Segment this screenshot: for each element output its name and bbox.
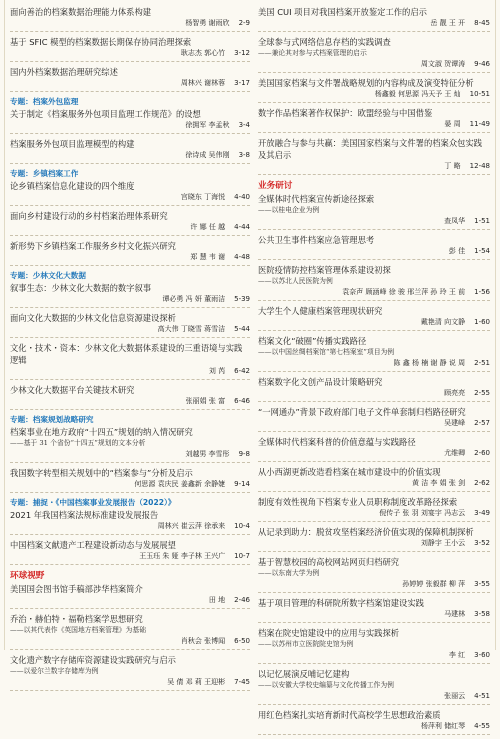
entry-authors: 陈 鑫 杨 楠 谢 静 说 周 <box>393 359 466 367</box>
entry-page: 7-45 <box>234 678 250 686</box>
entry-byline <box>10 192 250 203</box>
dashed-divider <box>258 521 490 522</box>
entry-title: 少林文化大数据平台关键技术研究 <box>10 385 135 395</box>
entry-authors: 吴建峰 <box>444 419 466 427</box>
entry-byline <box>258 59 490 70</box>
toc-entry[interactable] <box>10 312 250 338</box>
entry-page: 4-51 <box>474 692 490 700</box>
entry-subtitle: ——以苏州市立医院院史馆为例 <box>258 640 354 648</box>
entry-authors: 徐诗成 吴伟刚 <box>185 151 230 159</box>
dashed-divider <box>10 31 250 32</box>
entry-page: 3-49 <box>474 509 490 517</box>
entry-authors: 谭必勇 冯 妍 董雨洁 <box>162 295 226 303</box>
entry-byline <box>258 721 490 732</box>
entry-authors: 李 红 <box>448 651 466 659</box>
entry-title: 国内外档案数据治理研究综述 <box>10 67 118 77</box>
toc-entry[interactable] <box>258 526 490 552</box>
entry-page: 10-51 <box>469 90 490 98</box>
toc-entry[interactable] <box>10 467 250 493</box>
toc-entry[interactable] <box>258 496 490 522</box>
dashed-divider <box>10 492 250 493</box>
entry-byline <box>258 691 490 702</box>
entry-title: 档案服务外包项目监理模型的构建 <box>10 139 135 149</box>
entry-title: 用红色档案扎实培育新时代高校学生思想政治素质 <box>258 710 441 720</box>
entry-subtitle: ——以中国丝绸档案馆“第七档案室”项目为例 <box>258 348 395 356</box>
dashed-divider <box>10 690 250 691</box>
entry-page: 2-60 <box>474 449 490 457</box>
entry-title: 从小西湖更新改造看档案在城市建设中的价值实现 <box>258 467 441 477</box>
toc-entry[interactable] <box>258 264 490 301</box>
entry-title: 我国数字转型相关规划中的“档案参与”分析及启示 <box>10 468 193 478</box>
entry-title: 论乡镇档案信息化建设的四个维度 <box>10 181 135 191</box>
entry-authors: 田 地 <box>208 596 226 604</box>
dashed-divider <box>10 91 250 92</box>
entry-title: 从记录到助力：脱贫攻坚档案经济价值实现的保障机制探析 <box>258 527 474 537</box>
entry-page: 5-39 <box>234 295 250 303</box>
entry-subtitle: ——兼论其对参与式档案管理的启示 <box>258 49 367 57</box>
entry-authors: 倪传子 张 羽 刘宴宇 冯志云 <box>379 509 466 517</box>
entry-authors: 戴艳清 向文静 <box>420 318 466 326</box>
entry-page: 1-54 <box>474 247 490 255</box>
toc-entry[interactable] <box>258 6 490 32</box>
entry-authors: 杨鑫毅 何思源 冯天予 王 灿 <box>374 90 461 98</box>
entry-page: 1-56 <box>474 288 490 296</box>
dashed-divider <box>10 307 250 308</box>
entry-title: 面向善治的档案数据治理能力体系构建 <box>10 7 152 17</box>
toc-entry[interactable] <box>258 597 490 623</box>
entry-title: 基于项目管理的科研院所数字档案馆建设实践 <box>258 598 424 608</box>
entry-page: 4-44 <box>234 223 250 231</box>
entry-authors: 查凤华 <box>444 217 466 225</box>
entry-byline <box>10 324 250 335</box>
entry-authors: 晏 周 <box>444 120 461 128</box>
entry-subtitle: ——以桂电企业为例 <box>258 206 320 214</box>
dashed-divider <box>258 592 490 593</box>
entry-authors: 徐拥军 李孟秋 <box>185 121 230 129</box>
entry-page: 2-57 <box>474 419 490 427</box>
toc-entry[interactable] <box>10 240 250 266</box>
entry-authors: 马建林 <box>444 610 466 618</box>
toc-entry[interactable] <box>10 539 250 565</box>
entry-page: 2-55 <box>474 389 490 397</box>
dashed-divider <box>10 534 250 535</box>
entry-authors: 刘越男 李雪彤 <box>185 450 230 458</box>
toc-entry[interactable] <box>258 406 490 432</box>
entry-byline <box>10 677 250 688</box>
section-heading: 专题：捕捉・《中国档案事业发展报告（2022）》 <box>10 498 176 507</box>
entry-title: 美国国家档案与文件署战略规划的内容构成及演变特征分析 <box>258 78 474 88</box>
entry-authors: 顾亮亮 <box>444 389 466 397</box>
entry-byline <box>258 538 490 549</box>
entry-page: 10-7 <box>234 552 250 560</box>
dashed-divider <box>258 300 490 301</box>
entry-authors: 杨萍利 储红琴 <box>420 722 466 730</box>
entry-authors: 孙婷婷 张毅群 柳 萍 <box>402 580 466 588</box>
entry-title: 基于智慧校园的高校网站网页归档研究 <box>258 557 400 567</box>
toc-entry[interactable] <box>258 137 490 175</box>
entry-byline <box>10 222 250 233</box>
dashed-divider <box>258 174 490 175</box>
entry-subtitle: ——以爱尔兰数字存储库为例 <box>10 667 99 675</box>
dashed-divider <box>10 205 250 206</box>
section-heading: 专题：乡镇档案工作 <box>10 169 79 178</box>
dashed-divider <box>10 133 250 134</box>
entry-authors: 郑 慧 韦 谢 <box>190 253 226 261</box>
entry-byline <box>258 161 490 172</box>
dashed-divider <box>10 608 250 609</box>
entry-byline <box>10 78 250 89</box>
dashed-divider <box>10 409 250 410</box>
left-column <box>10 6 250 695</box>
entry-authors: 耿志杰 郭心竹 <box>180 49 226 57</box>
entry-page: 9-14 <box>234 480 250 488</box>
entry-page: 10-4 <box>234 522 250 530</box>
entry-authors: 刘 芮 <box>208 367 226 375</box>
toc-entry[interactable] <box>258 36 490 73</box>
entry-byline <box>10 252 250 263</box>
entry-authors: 王玉珏 朱 娅 李子林 王兴广 <box>139 552 226 560</box>
dashed-divider <box>10 235 250 236</box>
toc-entry[interactable] <box>10 138 250 164</box>
entry-authors: 周文淑 贺谭涛 <box>420 60 466 68</box>
toc-entry[interactable] <box>10 384 250 410</box>
entry-page: 6-46 <box>234 397 250 405</box>
dashed-divider <box>258 72 490 73</box>
toc-entry[interactable] <box>258 436 490 462</box>
entry-byline <box>258 317 490 328</box>
entry-byline <box>10 48 250 59</box>
entry-byline <box>258 650 490 661</box>
toc-entry[interactable] <box>258 709 490 735</box>
entry-byline <box>10 636 250 647</box>
toc-entry[interactable] <box>10 282 250 308</box>
entry-subtitle: ——以其代表作《英国地方档案管理》为基础 <box>10 626 146 634</box>
entry-title: 叙事生态：少林文化大数据的数字叙事 <box>10 283 152 293</box>
toc-entry[interactable] <box>258 234 490 260</box>
toc-entry[interactable] <box>258 668 490 705</box>
section-heading: 专题：档案外包监理 <box>10 97 79 106</box>
entry-byline <box>258 609 490 620</box>
dashed-divider <box>258 704 490 705</box>
toc-entry[interactable] <box>10 654 250 691</box>
entry-title: 全媒体时代档案科普的价值意蕴与实践路径 <box>258 437 416 447</box>
entry-page: 3-55 <box>474 580 490 588</box>
entry-authors: 岳 靓 王 开 <box>430 19 466 27</box>
dashed-divider <box>10 337 250 338</box>
entry-title: 公共卫生事件档案应急管理思考 <box>258 235 375 245</box>
dashed-divider <box>10 61 250 62</box>
entry-authors: 杨智勇 谢雨欣 <box>185 19 230 27</box>
entry-title: “一网通办”背景下政府部门电子文件单套制归档路径研究 <box>258 407 466 417</box>
dashed-divider <box>258 461 490 462</box>
dashed-divider <box>258 551 490 552</box>
toc-entry[interactable] <box>10 613 250 650</box>
entry-title: 面向文化大数据的少林文化信息资源建设探析 <box>10 313 176 323</box>
entry-byline <box>258 418 490 429</box>
toc-entry[interactable] <box>10 66 250 92</box>
toc-entry[interactable] <box>10 180 250 206</box>
entry-authors: 何思源 袁庆民 姜鑫新 余静婕 <box>134 480 226 488</box>
entry-authors: 张丽云 <box>444 692 466 700</box>
entry-page: 5-44 <box>234 325 250 333</box>
entry-page: 2-51 <box>474 359 490 367</box>
entry-page: 4-48 <box>234 253 250 261</box>
dashed-divider <box>258 229 490 230</box>
entry-page: 4-55 <box>474 722 490 730</box>
entry-title: 面向乡村建设行动的乡村档案治理体系研究 <box>10 211 168 221</box>
entry-title: 以记忆展演反哺记忆建构 <box>258 669 350 679</box>
entry-byline <box>10 551 250 562</box>
dashed-divider <box>258 371 490 372</box>
right-column <box>258 6 490 739</box>
entry-byline <box>10 449 250 460</box>
toc-entry[interactable] <box>10 342 250 380</box>
entry-page: 6-50 <box>234 637 250 645</box>
entry-page: 1-60 <box>474 318 490 326</box>
dashed-divider <box>258 431 490 432</box>
dashed-divider <box>10 265 250 266</box>
dashed-divider <box>258 622 490 623</box>
entry-authors: 丁 略 <box>444 162 461 170</box>
entry-title: 医院疫情防控档案管理体系建设初探 <box>258 265 391 275</box>
toc-entry[interactable] <box>258 77 490 103</box>
entry-authors: 肖秋会 张博闻 <box>180 637 226 645</box>
entry-title: 2021 年我国档案法规标准建设发展报告 <box>10 510 159 520</box>
entry-byline <box>258 478 490 489</box>
dashed-divider <box>258 663 490 664</box>
entry-page: 3-60 <box>474 651 490 659</box>
entry-title: 文化・技术・资本：少林文化大数据体系建设的三重语境与实践逻辑 <box>10 343 243 365</box>
entry-byline <box>10 479 250 490</box>
toc-entry[interactable] <box>10 509 250 535</box>
dashed-divider <box>258 102 490 103</box>
entry-byline <box>258 18 490 29</box>
entry-title: 档案在院史馆建设中的应用与实践探析 <box>258 628 400 638</box>
entry-title: 制度有效性视角下档案专业人员职称制度改革路径探索 <box>258 497 458 507</box>
entry-byline <box>10 521 250 532</box>
entry-title: 中国档案文献遗产工程建设新动态与发展展望 <box>10 540 176 550</box>
entry-page: 6-42 <box>234 367 250 375</box>
entry-page: 3-17 <box>234 79 250 87</box>
entry-byline <box>258 508 490 519</box>
entry-authors: 周林兴 谢林蓉 <box>180 79 226 87</box>
entry-title: 关于制定《档案服务外包项目监理工作规范》的设想 <box>10 109 201 119</box>
toc-entry[interactable] <box>258 627 490 664</box>
entry-title: 全媒体时代档案宣传新途径探索 <box>258 194 375 204</box>
entry-byline <box>258 287 490 298</box>
dashed-divider <box>258 132 490 133</box>
toc-entry[interactable] <box>10 108 250 134</box>
entry-title: 新形势下乡镇档案工作服务乡村文化振兴研究 <box>10 241 176 251</box>
entry-page: 2-9 <box>238 19 250 27</box>
entry-page: 9-8 <box>238 450 250 458</box>
toc-entry[interactable] <box>10 210 250 236</box>
toc-entry[interactable] <box>258 376 490 402</box>
entry-page: 8-45 <box>474 19 490 27</box>
column-header: 环球视野 <box>10 571 45 581</box>
toc-entry[interactable] <box>10 36 250 62</box>
entry-authors: 张丽娟 张 富 <box>185 397 226 405</box>
entry-authors: 许 娜 任 越 <box>190 223 226 231</box>
entry-title: 美国 CUI 项目对我国档案开放鉴定工作的启示 <box>258 7 427 17</box>
entry-byline <box>10 150 250 161</box>
entry-page: 3-12 <box>234 49 250 57</box>
entry-byline <box>258 358 490 369</box>
entry-subtitle: ——以安徽大学校史编纂与文化传播工作为例 <box>258 681 394 689</box>
entry-authors: 周林兴 崔云萍 徐承来 <box>157 522 226 530</box>
entry-title: 乔治・赫伯特・福勒档案学思想研究 <box>10 614 143 624</box>
entry-authors: 尤维卿 <box>444 449 466 457</box>
entry-page: 3-4 <box>238 121 250 129</box>
dashed-divider <box>258 491 490 492</box>
dashed-divider <box>258 31 490 32</box>
entry-authors: 吴 倩 邓 莉 王迎彬 <box>167 678 226 686</box>
entry-byline <box>258 448 490 459</box>
entry-byline <box>10 294 250 305</box>
entry-page: 3-52 <box>474 539 490 547</box>
section-heading: 专题：少林文化大数据 <box>10 271 86 280</box>
entry-page: 2-62 <box>474 479 490 487</box>
toc-entry[interactable] <box>258 305 490 331</box>
entry-title: 文化遗产数字存储库资源建设实践研究与启示 <box>10 655 176 665</box>
entry-byline <box>10 396 250 407</box>
toc-entry[interactable] <box>258 193 490 230</box>
entry-page: 3-8 <box>238 151 250 159</box>
toc-entry[interactable] <box>10 6 250 32</box>
dashed-divider <box>10 564 250 565</box>
toc-entry[interactable] <box>258 556 490 593</box>
entry-byline <box>258 388 490 399</box>
entry-page: 12-48 <box>469 162 490 170</box>
entry-page: 9-46 <box>474 60 490 68</box>
entry-byline <box>258 216 490 227</box>
dashed-divider <box>258 401 490 402</box>
dashed-divider <box>258 330 490 331</box>
entry-byline <box>10 595 250 606</box>
dashed-divider <box>10 379 250 380</box>
toc-entry[interactable] <box>258 107 490 133</box>
entry-title: 基于 SFIC 模型的档案数据长期保存协同治理探索 <box>10 37 192 47</box>
entry-page: 3-58 <box>474 610 490 618</box>
entry-byline <box>258 579 490 590</box>
toc-entry[interactable] <box>10 426 250 463</box>
entry-byline <box>258 246 490 257</box>
entry-title: 档案文化“破圈”传播实践路径 <box>258 336 367 346</box>
entry-title: 数字作品档案著作权保护：欧盟经验与中国借鉴 <box>258 108 433 118</box>
entry-authors: 彭 佳 <box>448 247 466 255</box>
entry-authors: 袁奈声 顾涵峰 徐 骏 邢兰萍 孙 玲 王 前 <box>342 288 466 296</box>
entry-authors: 刘静宇 王小云 <box>420 539 466 547</box>
entry-title: 档案数字化文创产品设计策略研究 <box>258 377 383 387</box>
entry-authors: 高大伟 丁晓雪 蒋雪洁 <box>157 325 226 333</box>
toc-entry[interactable] <box>258 466 490 492</box>
entry-byline <box>10 18 250 29</box>
toc-entry[interactable] <box>258 335 490 372</box>
toc-entry[interactable] <box>10 583 250 609</box>
entry-byline <box>258 119 490 130</box>
dashed-divider <box>258 259 490 260</box>
entry-title: 大学生个人健康档案管理现状研究 <box>258 306 383 316</box>
entry-byline <box>10 120 250 131</box>
entry-page: 1-51 <box>474 217 490 225</box>
entry-subtitle: ——基于 31 个省份“十四五”规划的文本分析 <box>10 439 146 447</box>
entry-byline <box>258 89 490 100</box>
entry-byline <box>10 366 250 377</box>
section-heading: 专题：档案规划战略研究 <box>10 415 94 424</box>
entry-page: 11-49 <box>469 120 490 128</box>
column-header: 业务研讨 <box>258 181 293 191</box>
entry-subtitle: ——以苏北人民医院为例 <box>258 277 333 285</box>
entry-authors: 宫晓东 丁海悦 <box>180 193 226 201</box>
dashed-divider <box>258 734 490 735</box>
dashed-divider <box>10 163 250 164</box>
entry-page: 4-40 <box>234 193 250 201</box>
entry-title: 全球参与式网络信息存档的实践调查 <box>258 37 391 47</box>
entry-title: 开放融合与参与共赢：美国国家档案与文件署的档案众包实践及其启示 <box>258 138 483 160</box>
entry-title: 档案事业在地方政府“十四五”规划的纳入情况研究 <box>10 427 193 437</box>
dashed-divider <box>10 462 250 463</box>
entry-authors: 黄 洁 李 娟 张 剑 <box>411 479 466 487</box>
entry-title: 美国国会图书馆手稿部涉华档案简介 <box>10 584 143 594</box>
entry-subtitle: ——以东南大学为例 <box>258 569 320 577</box>
entry-page: 2-46 <box>234 596 250 604</box>
